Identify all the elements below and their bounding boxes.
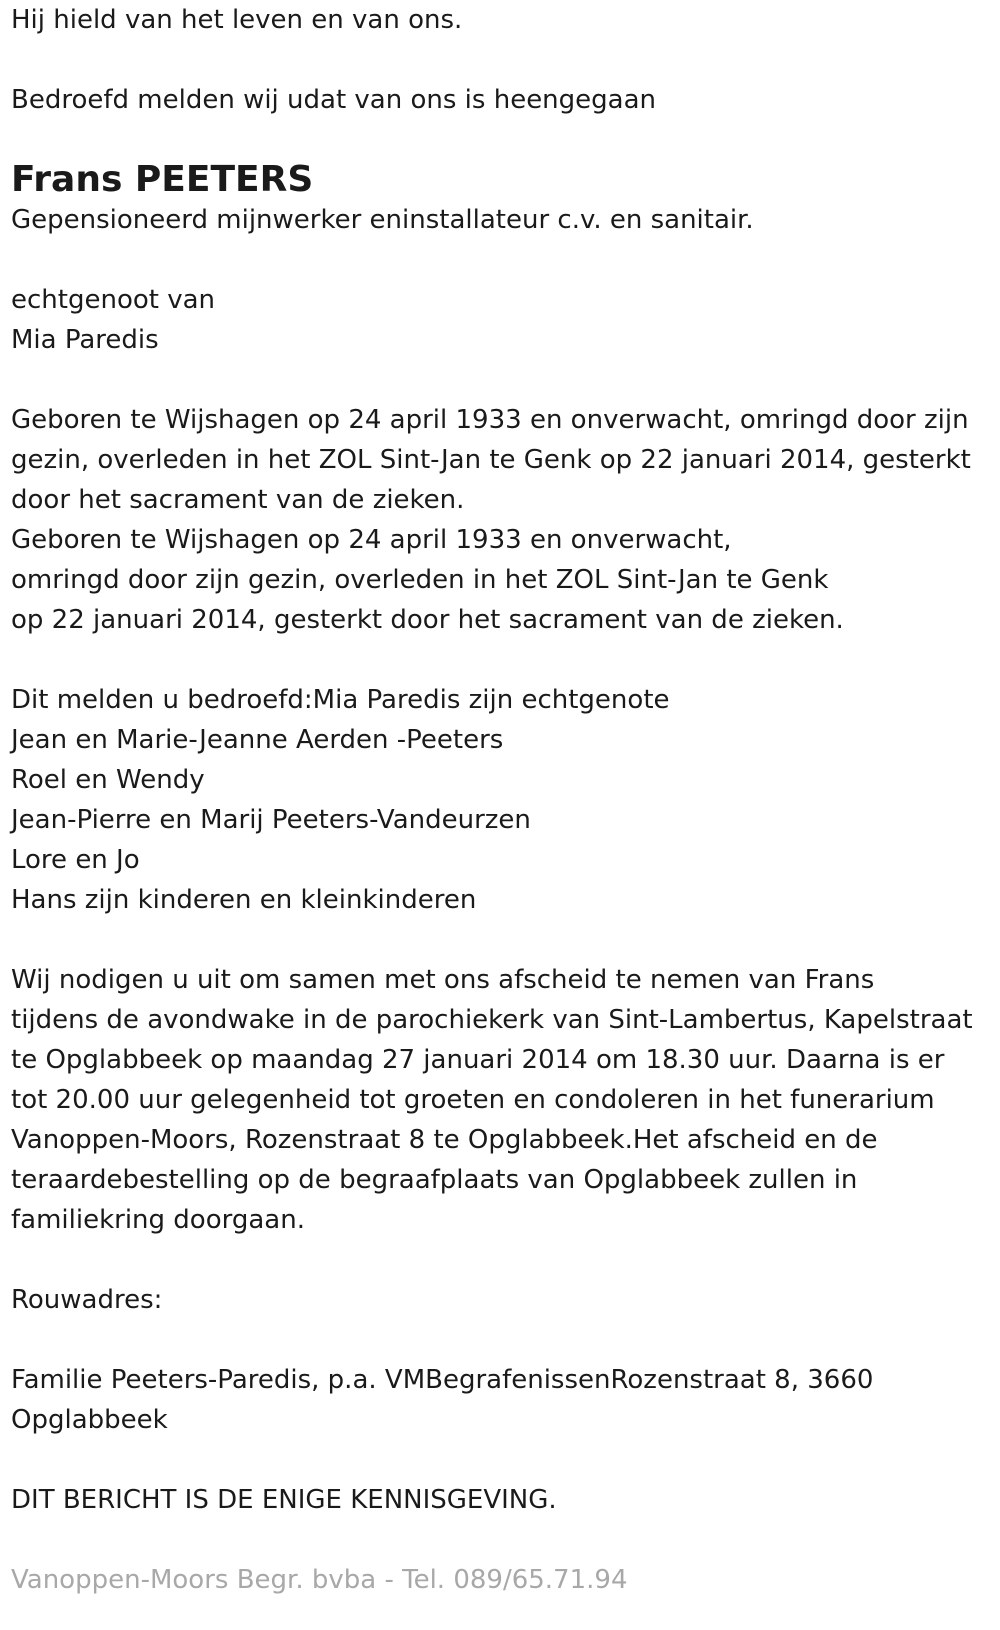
birth-death-line: op 22 januari 2014, gesterkt door het sacrament van de zieken.: [11, 605, 844, 635]
family-line: Jean en Marie-Jeanne Aerden -Peeters: [11, 725, 504, 755]
invitation-line: te Opglabbeek op maandag 27 januari 2014 om 18.30 uur. Daarna is er: [11, 1045, 945, 1075]
notice-line: DIT BERICHT IS DE ENIGE KENNISGEVING.: [11, 1485, 557, 1515]
spacer: [11, 1240, 996, 1280]
invitation-line: tot 20.00 uur gelegenheid tot groeten en condoleren in het funerarium: [11, 1085, 935, 1115]
birth-death-line: Geboren te Wijshagen op 24 april 1933 en onverwacht, omringd door zijn: [11, 405, 969, 435]
family-line: Dit melden u bedroefd:Mia Paredis zijn echtgenote: [11, 685, 670, 715]
spouse-name: Mia Paredis: [11, 325, 159, 355]
birth-death-line: gezin, overleden in het ZOL Sint-Jan te Genk op 22 januari 2014, gesterkt: [11, 445, 971, 475]
spacer: [11, 120, 996, 160]
announcement-line: Bedroefd melden wij udat van ons is heengegaan: [11, 85, 657, 115]
birth-death-line: omringd door zijn gezin, overleden in het ZOL Sint-Jan te Genk: [11, 565, 829, 595]
obituary-notice: [11, 0, 996, 1600]
address-line: Familie Peeters-Paredis, p.a. VMBegrafenissenRozenstraat 8, 3660: [11, 1365, 874, 1395]
birth-death-line: door het sacrament van de zieken.: [11, 485, 465, 515]
spacer: [11, 1440, 996, 1480]
family-line: Lore en Jo: [11, 845, 140, 875]
footer-funeral-home: Vanoppen-Moors Begr. bvba - Tel. 089/65.71.94: [11, 1565, 628, 1595]
spacer: [11, 240, 996, 280]
spacer: [11, 1520, 996, 1560]
intro-line: Hij hield van het leven en van ons.: [11, 5, 463, 35]
spouse-label: echtgenoot van: [11, 285, 216, 315]
invitation-line: teraardebestelling op de begraafplaats van Opglabbeek zullen in: [11, 1165, 858, 1195]
invitation-line: tijdens de avondwake in de parochiekerk van Sint-Lambertus, Kapelstraat: [11, 1005, 973, 1035]
spacer: [11, 920, 996, 960]
spacer: [11, 1320, 996, 1360]
spacer: [11, 640, 996, 680]
family-line: Jean-Pierre en Marij Peeters-Vandeurzen: [11, 805, 531, 835]
family-line: Hans zijn kinderen en kleinkinderen: [11, 885, 477, 915]
invitation-line: Vanoppen-Moors, Rozenstraat 8 te Opglabbeek.Het afscheid en de: [11, 1125, 878, 1155]
deceased-name: Frans PEETERS: [11, 159, 314, 200]
spacer: [11, 360, 996, 400]
invitation-line: Wij nodigen u uit om samen met ons afscheid te nemen van Frans: [11, 965, 875, 995]
occupation: Gepensioneerd mijnwerker eninstallateur c.v. en sanitair.: [11, 205, 754, 235]
invitation-line: familiekring doorgaan.: [11, 1205, 305, 1235]
address-label: Rouwadres:: [11, 1285, 163, 1315]
address-line: Opglabbeek: [11, 1405, 168, 1435]
birth-death-line: Geboren te Wijshagen op 24 april 1933 en onverwacht,: [11, 525, 732, 555]
spacer: [11, 40, 996, 80]
family-line: Roel en Wendy: [11, 765, 205, 795]
